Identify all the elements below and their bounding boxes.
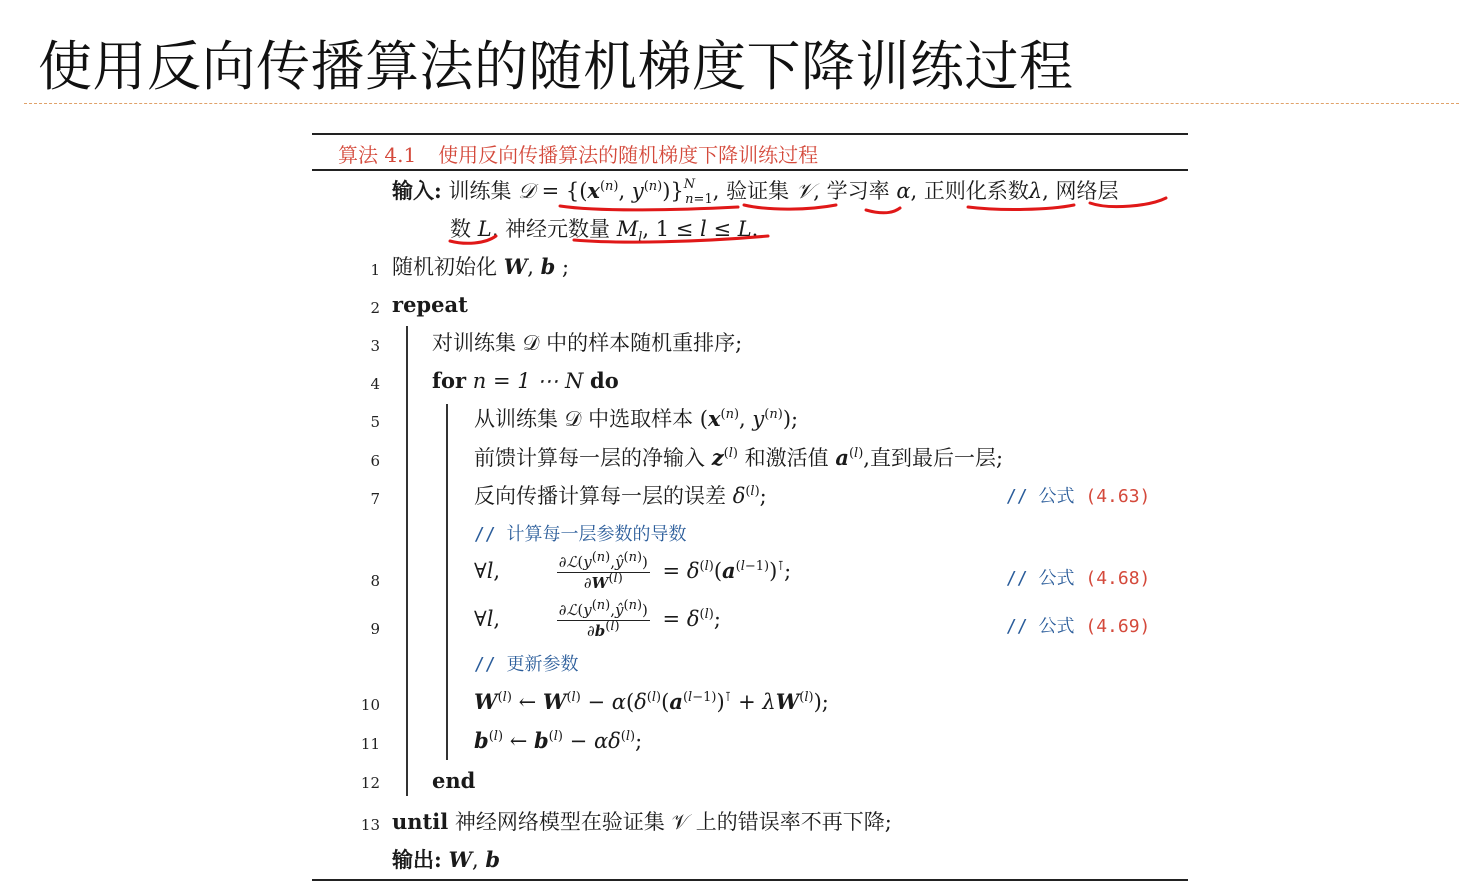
line-number: 2 xyxy=(370,299,380,317)
line-11: $b^{(l)}$ ← $b^{(l)} - \alpha\delta^{(l)}$; xyxy=(474,728,643,753)
line-number: 8 xyxy=(370,572,380,590)
line-number: 9 xyxy=(370,620,380,638)
algorithm-caption xyxy=(338,139,818,168)
line-6: 前馈计算每一层的净输入 $z^{(l)}$ 和激活值 $a^{(l)}$,直到最后一层; xyxy=(474,445,1004,470)
line-6-text-c: ,直到最后一层; xyxy=(863,446,1004,470)
for-keyword: for xyxy=(432,368,467,393)
comment-update-params: // 更新参数 xyxy=(474,654,579,675)
line-number: 10 xyxy=(360,696,380,714)
partial-b-fraction: $\frac{\partial ℒ(y^{(n)},ŷ^{(n)})}{\partial b^{(l)}}$ xyxy=(558,598,648,640)
line-number: 13 xyxy=(360,816,380,834)
line-9: ∀l, $\frac{\partial ℒ(y^{(n)},ŷ^{(n)})}{\partial b^{(l)}}$ = $\delta^{(l)}$; xyxy=(474,598,721,640)
line-4 xyxy=(432,368,619,394)
caption-label: 算法 4.1 xyxy=(338,143,417,167)
line-5: 从训练集 𝒟 中选取样本 ($x^{(n)}$, $y^{(n)}$); xyxy=(474,406,799,431)
line-number: 1 xyxy=(370,261,380,279)
title-divider xyxy=(24,103,1459,104)
for-range: n = 1 ⋯ N xyxy=(472,369,584,393)
annotation-underline xyxy=(744,205,836,209)
line-number: 11 xyxy=(360,735,380,753)
line-10: $W^{(l)}$ ← $W^{(l)} - \alpha(\delta^{(l)}(a^{(l-1)})^⊺ + \lambda W^{(l)})$; xyxy=(474,689,829,714)
line-8: ∀l, $\frac{\partial ℒ(y^{(n)},ŷ^{(n)})}{\partial W^{(l)}}$ = $\delta^{(l)}(a^{(l-1)})^⊺$; xyxy=(474,550,792,592)
formula-comment-4-68: // 公式 (4.68) xyxy=(1006,568,1151,589)
line-3: 对训练集 𝒟 中的样本随机重排序; xyxy=(432,331,743,355)
algorithm-caption-rule xyxy=(312,169,1188,171)
line-number: 5 xyxy=(370,413,380,431)
line-13 xyxy=(392,809,892,835)
input-label: 输入: xyxy=(392,178,442,203)
line-13-text: 神经网络模型在验证集 𝒱 上的错误率不再下降; xyxy=(454,810,892,834)
line-2-repeat: repeat xyxy=(392,292,468,317)
formula-comment-4-69: // 公式 (4.69) xyxy=(1006,616,1151,637)
line-number: 12 xyxy=(360,774,380,792)
slide-title: 使用反向传播算法的随机梯度下降训练过程 xyxy=(38,35,1074,98)
algorithm-bottom-rule xyxy=(312,879,1188,881)
annotation-underline xyxy=(968,205,1074,209)
input-train-set: 训练集 xyxy=(448,179,512,203)
input-val-set: 验证集 xyxy=(726,179,790,203)
input-line-1: 输入: 训练集 𝒟 = {($x^{(n)}$, $y^{(n)})\}^N_{n=1}$, 验证集 𝒱, 学习率 α, 正则化系数λ, 网络层 xyxy=(392,177,1119,208)
line-5-text: 从训练集 𝒟 中选取样本 xyxy=(474,407,694,431)
line-7-text: 反向传播计算每一层的误差 xyxy=(474,484,726,508)
formula-comment-4-63: // 公式 (4.63) xyxy=(1006,486,1151,507)
comment-compute-derivatives: // 计算每一层参数的导数 xyxy=(474,524,687,545)
line-1: 随机初始化 W, b ; xyxy=(392,254,570,279)
input-line-2: 数 L, 神经元数量 $M_l$, 1 ≤ l ≤ L. xyxy=(450,217,759,246)
for-block-bar xyxy=(446,404,448,760)
input-reg: 正则化系数 xyxy=(923,179,1029,203)
line-6-text-b: 和激活值 xyxy=(744,446,829,470)
line-6-text-a: 前馈计算每一层的净输入 xyxy=(474,446,705,470)
output-label: 输出: xyxy=(392,847,442,872)
line-12-end: end xyxy=(432,768,476,793)
do-keyword: do xyxy=(590,368,619,393)
input-neurons: 神经元数量 xyxy=(505,217,610,241)
input-lr: 学习率 xyxy=(826,179,890,203)
line-1-text: 随机初始化 xyxy=(392,255,497,279)
line-number: 6 xyxy=(370,452,380,470)
until-keyword: until xyxy=(392,809,449,834)
repeat-block-bar xyxy=(406,326,408,796)
algorithm-top-rule xyxy=(312,133,1188,135)
annotation-underline xyxy=(866,208,900,213)
partial-w-fraction: $\frac{\partial ℒ(y^{(n)},ŷ^{(n)})}{\partial W^{(l)}}$ xyxy=(558,550,648,592)
line-number: 7 xyxy=(370,490,380,508)
caption-title: 使用反向传播算法的随机梯度下降训练过程 xyxy=(438,143,819,167)
line-7: 反向传播计算每一层的误差 $\delta^{(l)}$; xyxy=(474,484,767,508)
output-line: 输出: W, b xyxy=(392,847,501,872)
line-number: 3 xyxy=(370,337,380,355)
line-number: 4 xyxy=(370,375,380,393)
